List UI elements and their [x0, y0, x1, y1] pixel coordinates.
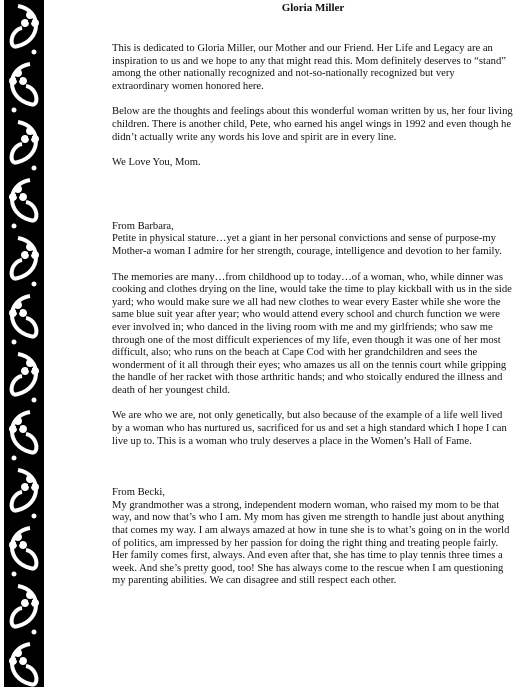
accent-dot: [32, 166, 37, 171]
leaf-lobe: [21, 251, 29, 259]
decorative-scroll-border: [4, 0, 44, 687]
barbara-paragraph-3: We are who we are, not only genetically, but also because of the example of a life well lived by a woman who has nurtured us, sacrificed for us and set a high standard which I hope I can live up to. This is a woman who truly deserves a place in the Women’s Hall of Fame.: [112, 410, 507, 447]
leaf-lobe: [26, 11, 34, 19]
barbara-paragraph-1: Petite in physical stature…yet a giant in her personal convictions and sense of purpose-my Mother-a woman I admire for her strength, courage, intelligence and devotion to her family.: [112, 233, 502, 257]
leaf-lobe: [21, 599, 29, 607]
leaf-lobe: [21, 19, 29, 27]
leaf-lobe: [26, 591, 34, 599]
leaf-lobe: [31, 19, 39, 27]
leaf-lobe: [31, 599, 39, 607]
accent-dot: [32, 50, 37, 55]
leaf-lobe: [31, 251, 39, 259]
leaf-lobe: [14, 417, 22, 425]
accent-dot: [12, 224, 17, 229]
leaf-lobe: [26, 127, 34, 135]
becki-paragraph-1: My grandmother was a strong, independent modern woman, who raised my mom to be that way, and now that’s who I am. My mom has given me strength to handle just about anything that comes my way. I am always amazed at how in tune she is to what’s going on in the world of politics, am impressed by her passion for doing the right thing and treating people fairly. Her family comes first, always. And even after that, she has time to play tennis three times a week. And she’s pretty good, too! She has always come to the rescue when I am questioning my parenting abilities. We can disagree and still respect each other.: [112, 499, 510, 587]
leaf-lobe: [19, 541, 27, 549]
section-heading-barbara: From Barbara,: [112, 220, 174, 232]
leaf-lobe: [31, 367, 39, 375]
leaf-center: [28, 251, 32, 255]
leaf-lobe: [9, 657, 17, 665]
leaf-center: [28, 599, 32, 603]
leaf-lobe: [26, 359, 34, 367]
leaf-lobe: [9, 77, 17, 85]
section-heading-becki: From Becki,: [112, 487, 165, 499]
leaf-center: [28, 135, 32, 139]
spacer: [112, 461, 514, 487]
leaf-center: [28, 19, 32, 23]
leaf-center: [28, 367, 32, 371]
intro-paragraph-1: This is dedicated to Gloria Miller, our Mother and our Friend. Her Life and Legacy are an inspiration to us and we hope to any that might read this. Mom definitely deserves to “stand” among the other nationally recognized and not-so-nationally recognized but very extraordinary women honored here.: [112, 43, 506, 92]
leaf-center: [16, 425, 20, 429]
leaf-lobe: [14, 301, 22, 309]
leaf-lobe: [19, 193, 27, 201]
leaf-lobe: [26, 475, 34, 483]
leaf-lobe: [9, 541, 17, 549]
leaf-center: [16, 657, 20, 661]
accent-dot: [12, 572, 17, 577]
leaf-lobe: [21, 367, 29, 375]
leaf-center: [16, 193, 20, 197]
leaf-lobe: [9, 425, 17, 433]
accent-dot: [32, 630, 37, 635]
leaf-lobe: [9, 193, 17, 201]
leaf-lobe: [31, 135, 39, 143]
leaf-lobe: [14, 533, 22, 541]
leaf-lobe: [19, 657, 27, 665]
accent-dot: [32, 514, 37, 519]
accent-dot: [12, 108, 17, 113]
intro-paragraph-2: Below are the thoughts and feelings about this wonderful woman written by us, her four living children. There is another child, Pete, who earned his angel wings in 1992 and even though he didn’t actually write any words his love and spirit are in every line.: [112, 106, 513, 143]
leaf-center: [28, 483, 32, 487]
leaf-lobe: [14, 185, 22, 193]
leaf-lobe: [14, 649, 22, 657]
leaf-center: [16, 541, 20, 545]
intro-signoff: We Love You, Mom.: [112, 157, 201, 169]
leaf-center: [16, 309, 20, 313]
accent-dot: [12, 340, 17, 345]
leaf-lobe: [26, 243, 34, 251]
leaf-lobe: [19, 425, 27, 433]
accent-dot: [12, 456, 17, 461]
leaf-lobe: [21, 135, 29, 143]
letter-body: [112, 2, 514, 601]
accent-dot: [32, 398, 37, 403]
leaf-lobe: [14, 69, 22, 77]
leaf-lobe: [19, 309, 27, 317]
spacer: [112, 183, 514, 221]
leaf-lobe: [19, 77, 27, 85]
barbara-paragraph-2: The memories are many…from childhood up to today…of a woman, who, while dinner was cooking and clothes drying on the line, would take the time to play kickball with us in the side yard; who would make sure we all had new clothes to wear every Easter while she wore the same blue suit year after year; who would attend every school and church function we were ever involved in; who danced in the living room with me and my girlfriends; who saw me through one of the most difficult experiences of my life, even though it was one of her most difficult, also; who runs on the beach at Cape Cod with her grandchildren and sees the wonderment of it all through their eyes; who amazes us all on the tennis court while gripping the handle of her racket with those arthritic hands; and who stoically endured the illness and death of her youngest child.: [112, 271, 512, 396]
leaf-lobe: [21, 483, 29, 491]
leaf-lobe: [31, 483, 39, 491]
leaf-lobe: [9, 309, 17, 317]
accent-dot: [32, 282, 37, 287]
leaf-center: [16, 77, 20, 81]
document-title: Gloria Miller: [281, 2, 345, 14]
